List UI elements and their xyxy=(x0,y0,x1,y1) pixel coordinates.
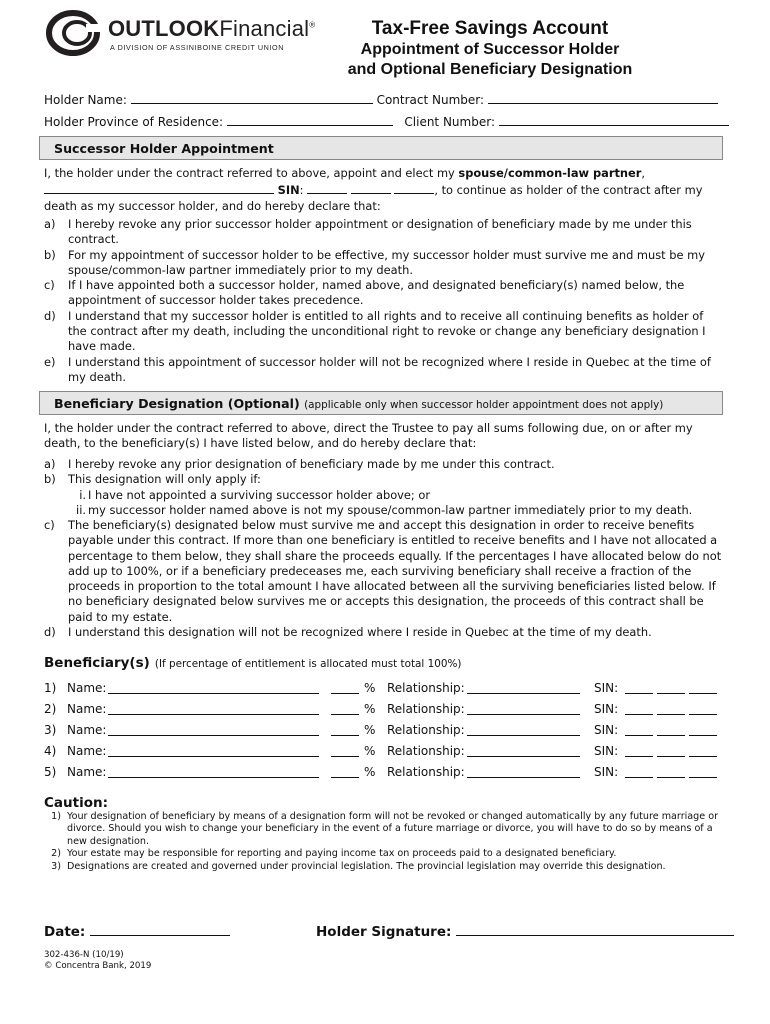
form-number: 302-436-N (10/19) xyxy=(44,950,124,960)
percent-sign: % xyxy=(364,744,376,758)
list-item xyxy=(44,625,724,640)
successor-intro-text-2: , to continue as holder of the contract after my xyxy=(434,183,703,198)
list-text: Your designation of beneficiary by means of a designation form will not be revoked or changed automatically by any future marriage or divorce. Should you wish to change your beneficiary in the event of a future marriage or divorce, you will have to do so by means of a new designation. xyxy=(67,811,719,847)
beneficiary-sin-field-2[interactable] xyxy=(657,723,685,736)
beneficiary-sin-field-1[interactable] xyxy=(625,765,653,778)
list-marker: 1) xyxy=(51,811,61,822)
beneficiary-name-field[interactable] xyxy=(108,744,319,757)
beneficiary-section-title xyxy=(54,396,663,411)
name-label: Name: xyxy=(67,723,107,737)
copyright: © Concentra Bank, 2019 xyxy=(44,961,152,971)
logo-wordmark xyxy=(108,16,315,42)
province-label: Holder Province of Residence: xyxy=(44,115,224,129)
list-marker: c) xyxy=(44,518,55,532)
beneficiary-heading: Beneficiary Designation (Optional) xyxy=(54,396,300,411)
holder-info-row-1 xyxy=(44,91,724,107)
list-marker: b) xyxy=(44,247,56,262)
beneficiary-name-field[interactable] xyxy=(108,681,319,694)
beneficiary-percent-field[interactable] xyxy=(331,681,359,694)
beneficiary-name-field[interactable] xyxy=(108,723,319,736)
beneficiary-row-2 xyxy=(44,702,734,718)
list-item xyxy=(44,488,724,503)
holder-name-field[interactable] xyxy=(131,91,373,104)
beneficiary-sin-field-3[interactable] xyxy=(689,765,717,778)
percent-sign: % xyxy=(364,681,376,695)
row-number: 1) xyxy=(44,681,57,695)
list-item xyxy=(44,518,724,625)
sin-label: SIN: xyxy=(594,765,619,779)
logo-registered: ® xyxy=(309,20,316,30)
list-marker: ii. xyxy=(76,503,86,518)
beneficiary-conditions xyxy=(44,488,724,519)
date-field[interactable] xyxy=(90,921,230,936)
beneficiary-sin-field-2[interactable] xyxy=(657,744,685,757)
list-text: I hereby revoke any prior designation of beneficiary made by me under this contract. xyxy=(68,457,555,471)
client-number-label: Client Number: xyxy=(404,115,495,129)
beneficiary-sin-field-3[interactable] xyxy=(689,702,717,715)
logo-bold: OUTLOOK xyxy=(108,16,220,41)
row-number: 3) xyxy=(44,723,57,737)
beneficiary-row-1 xyxy=(44,681,734,697)
beneficiary-relationship-field[interactable] xyxy=(467,765,580,778)
beneficiary-percent-field[interactable] xyxy=(331,744,359,757)
beneficiary-row-3 xyxy=(44,723,734,739)
list-marker: c) xyxy=(44,278,55,293)
list-item xyxy=(44,217,724,248)
name-label: Name: xyxy=(67,702,107,716)
list-item xyxy=(44,457,724,472)
list-text: The beneficiary(s) designated below must survive me and accept this designation in order to receive benefits payable under this contract. If more than one beneficiary is entitled to receive benefits and I have not allocated a percentage to them below, they shall share the proceeds equally. If the percentages I have allocated below do not add up to 100%, or if a beneficiary predeceases me, each surviving beneficiary shall receive a fraction of the proceeds in proportion to the total amount I have allocated between all the surviving beneficiaries listed below. If no beneficiary designated below survives me or accepts this designation, the proceeds of this contract shall be paid to my estate. xyxy=(68,518,722,624)
holder-info-row-2 xyxy=(44,113,724,129)
list-item xyxy=(44,309,724,355)
list-marker: a) xyxy=(44,457,56,471)
beneficiary-sin-field-3[interactable] xyxy=(689,681,717,694)
successor-intro-comma: , xyxy=(641,166,645,180)
contract-number-label: Contract Number: xyxy=(376,93,485,107)
beneficiary-relationship-field[interactable] xyxy=(467,681,580,694)
caution-heading: Caution: xyxy=(44,795,108,811)
page-subtitle-1: Appointment of Successor Holder xyxy=(360,41,620,58)
province-field[interactable] xyxy=(227,113,393,126)
successor-section-header xyxy=(39,136,723,160)
successor-name-field[interactable] xyxy=(44,181,274,194)
row-number: 2) xyxy=(44,702,57,716)
list-text: I understand this designation will not be recognized where I reside in Quebec at the time of my death. xyxy=(68,625,652,640)
percent-sign: % xyxy=(364,702,376,716)
page-title: Tax-Free Savings Account xyxy=(371,18,609,39)
signature-row xyxy=(316,921,734,940)
successor-sin-field-1[interactable] xyxy=(307,181,347,194)
row-number: 4) xyxy=(44,744,57,758)
successor-declarations xyxy=(44,217,724,385)
logo-subtitle: A DIVISION OF ASSINIBOINE CREDIT UNION xyxy=(110,43,285,52)
date-label: Date: xyxy=(44,924,86,940)
sin-label: SIN: xyxy=(594,702,619,716)
holder-signature-field[interactable] xyxy=(456,921,734,936)
list-item xyxy=(20,861,732,873)
beneficiary-sin-field-2[interactable] xyxy=(657,702,685,715)
beneficiary-sin-field-3[interactable] xyxy=(689,723,717,736)
list-marker: e) xyxy=(44,354,56,369)
signature-label: Holder Signature: xyxy=(316,924,452,940)
list-item xyxy=(44,355,724,386)
name-label: Name: xyxy=(67,765,107,779)
relationship-label: Relationship: xyxy=(387,702,465,716)
beneficiary-row-4 xyxy=(44,744,734,760)
beneficiaries-heading: Beneficiary(s) xyxy=(44,655,150,671)
beneficiary-declarations xyxy=(44,457,724,488)
page-subtitle-2: and Optional Beneficiary Designation xyxy=(347,61,633,78)
list-item xyxy=(20,811,732,848)
list-marker: 3) xyxy=(51,860,61,872)
logo-light: Financial xyxy=(219,16,310,41)
logo xyxy=(46,10,316,56)
list-text: my successor holder named above is not my spouse/common-law partner immediately prior to my death. xyxy=(88,503,693,518)
list-text: I understand this appointment of successor holder will not be recognized where I reside in Quebec at the time of my death. xyxy=(68,354,711,384)
beneficiary-percent-field[interactable] xyxy=(331,723,359,736)
beneficiary-relationship-field[interactable] xyxy=(467,744,580,757)
relationship-label: Relationship: xyxy=(387,723,465,737)
successor-intro: I, the holder under the contract referred to above, appoint and elect my spouse/common-law partner, SIN: , to continue as holder of the contract after my death as my successor holder, and do hereby declare that: xyxy=(44,166,703,213)
list-marker: b) xyxy=(44,472,56,487)
contract-number-field[interactable] xyxy=(488,91,718,104)
list-marker: d) xyxy=(44,308,56,323)
row-number: 5) xyxy=(44,765,57,779)
successor-sin-label: SIN xyxy=(277,183,300,198)
percent-sign: % xyxy=(364,765,376,779)
list-item xyxy=(44,472,724,487)
list-text: For my appointment of successor holder to be effective, my successor holder must survive me and must be my spouse/common-law partner immediately prior to my death. xyxy=(68,247,705,277)
successor-sin-field-3[interactable] xyxy=(394,181,434,194)
beneficiary-relationship-field[interactable] xyxy=(467,723,580,736)
relationship-label: Relationship: xyxy=(387,681,465,695)
date-row xyxy=(44,921,230,940)
beneficiary-sin-field-1[interactable] xyxy=(625,744,653,757)
beneficiary-percent-field[interactable] xyxy=(331,765,359,778)
beneficiary-sin-field-2[interactable] xyxy=(657,765,685,778)
list-item xyxy=(20,848,732,860)
list-marker: 2) xyxy=(51,848,61,860)
beneficiary-sin-field-1[interactable] xyxy=(625,723,653,736)
sin-label: SIN: xyxy=(594,681,619,695)
successor-heading: Successor Holder Appointment xyxy=(54,141,274,156)
list-item xyxy=(44,503,724,518)
beneficiary-name-field[interactable] xyxy=(108,702,319,715)
list-text: This designation will only apply if: xyxy=(68,472,261,487)
list-marker: d) xyxy=(44,625,56,640)
successor-intro-bold: spouse/common-law partner xyxy=(458,166,642,180)
list-item xyxy=(44,248,724,279)
list-text: I hereby revoke any prior successor holder appointment or designation of beneficiary made by me under this contract. xyxy=(68,217,692,247)
percent-sign: % xyxy=(364,723,376,737)
outlook-swirl-icon xyxy=(46,10,104,56)
beneficiary-relationship-field[interactable] xyxy=(467,702,580,715)
beneficiary-sin-field-2[interactable] xyxy=(657,681,685,694)
caution-list xyxy=(20,811,732,873)
beneficiary-name-field[interactable] xyxy=(108,765,319,778)
name-label: Name: xyxy=(67,744,107,758)
beneficiary-percent-field[interactable] xyxy=(331,702,359,715)
beneficiary-sin-field-1[interactable] xyxy=(625,702,653,715)
beneficiaries-note: (If percentage of entitlement is allocated must total 100%) xyxy=(154,658,462,670)
successor-intro-text-3: death as my successor holder, and do hereby declare that: xyxy=(44,198,381,213)
beneficiary-heading-note: (applicable only when successor holder appointment does not apply) xyxy=(304,399,664,411)
beneficiary-declarations-cont xyxy=(44,518,724,640)
beneficiary-row-5 xyxy=(44,765,734,781)
sin-label: SIN: xyxy=(594,723,619,737)
sin-label: SIN: xyxy=(594,744,619,758)
list-marker: a) xyxy=(44,217,56,231)
successor-intro-text-1: I, the holder under the contract referred to above, appoint and elect my xyxy=(44,166,455,180)
list-text: If I have appointed both a successor holder, named above, and designated beneficiary(s) named below, the appointment of successor holder takes precedence. xyxy=(68,278,685,308)
list-item xyxy=(44,278,724,309)
list-text: Designations are created and governed under provincial legislation. The provincial legislation may override this designation. xyxy=(67,860,666,872)
beneficiary-sin-field-1[interactable] xyxy=(625,681,653,694)
list-text: Your estate may be responsible for reporting and paying income tax on proceeds paid to a designated beneficiary. xyxy=(67,848,617,860)
beneficiary-sin-field-3[interactable] xyxy=(689,744,717,757)
list-text: I have not appointed a surviving successor holder above; or xyxy=(88,488,431,502)
list-text: I understand that my successor holder is entitled to all rights and to receive all continuing benefits as holder of the contract after my death, including the unconditional right to revoke or change any beneficiary designation I have made. xyxy=(68,308,706,354)
client-number-field[interactable] xyxy=(499,113,729,126)
beneficiary-intro: I, the holder under the contract referred to above, direct the Trustee to pay all sums following due, on or after my death, to the beneficiary(s) I have listed below, and do hereby declare that: xyxy=(44,421,693,451)
name-label: Name: xyxy=(67,681,107,695)
beneficiaries-heading-row xyxy=(44,652,461,671)
successor-sin-field-2[interactable] xyxy=(351,181,391,194)
holder-name-label: Holder Name: xyxy=(44,93,127,107)
relationship-label: Relationship: xyxy=(387,765,465,779)
list-marker: i. xyxy=(79,488,86,502)
beneficiary-section-header xyxy=(39,391,723,415)
relationship-label: Relationship: xyxy=(387,744,465,758)
